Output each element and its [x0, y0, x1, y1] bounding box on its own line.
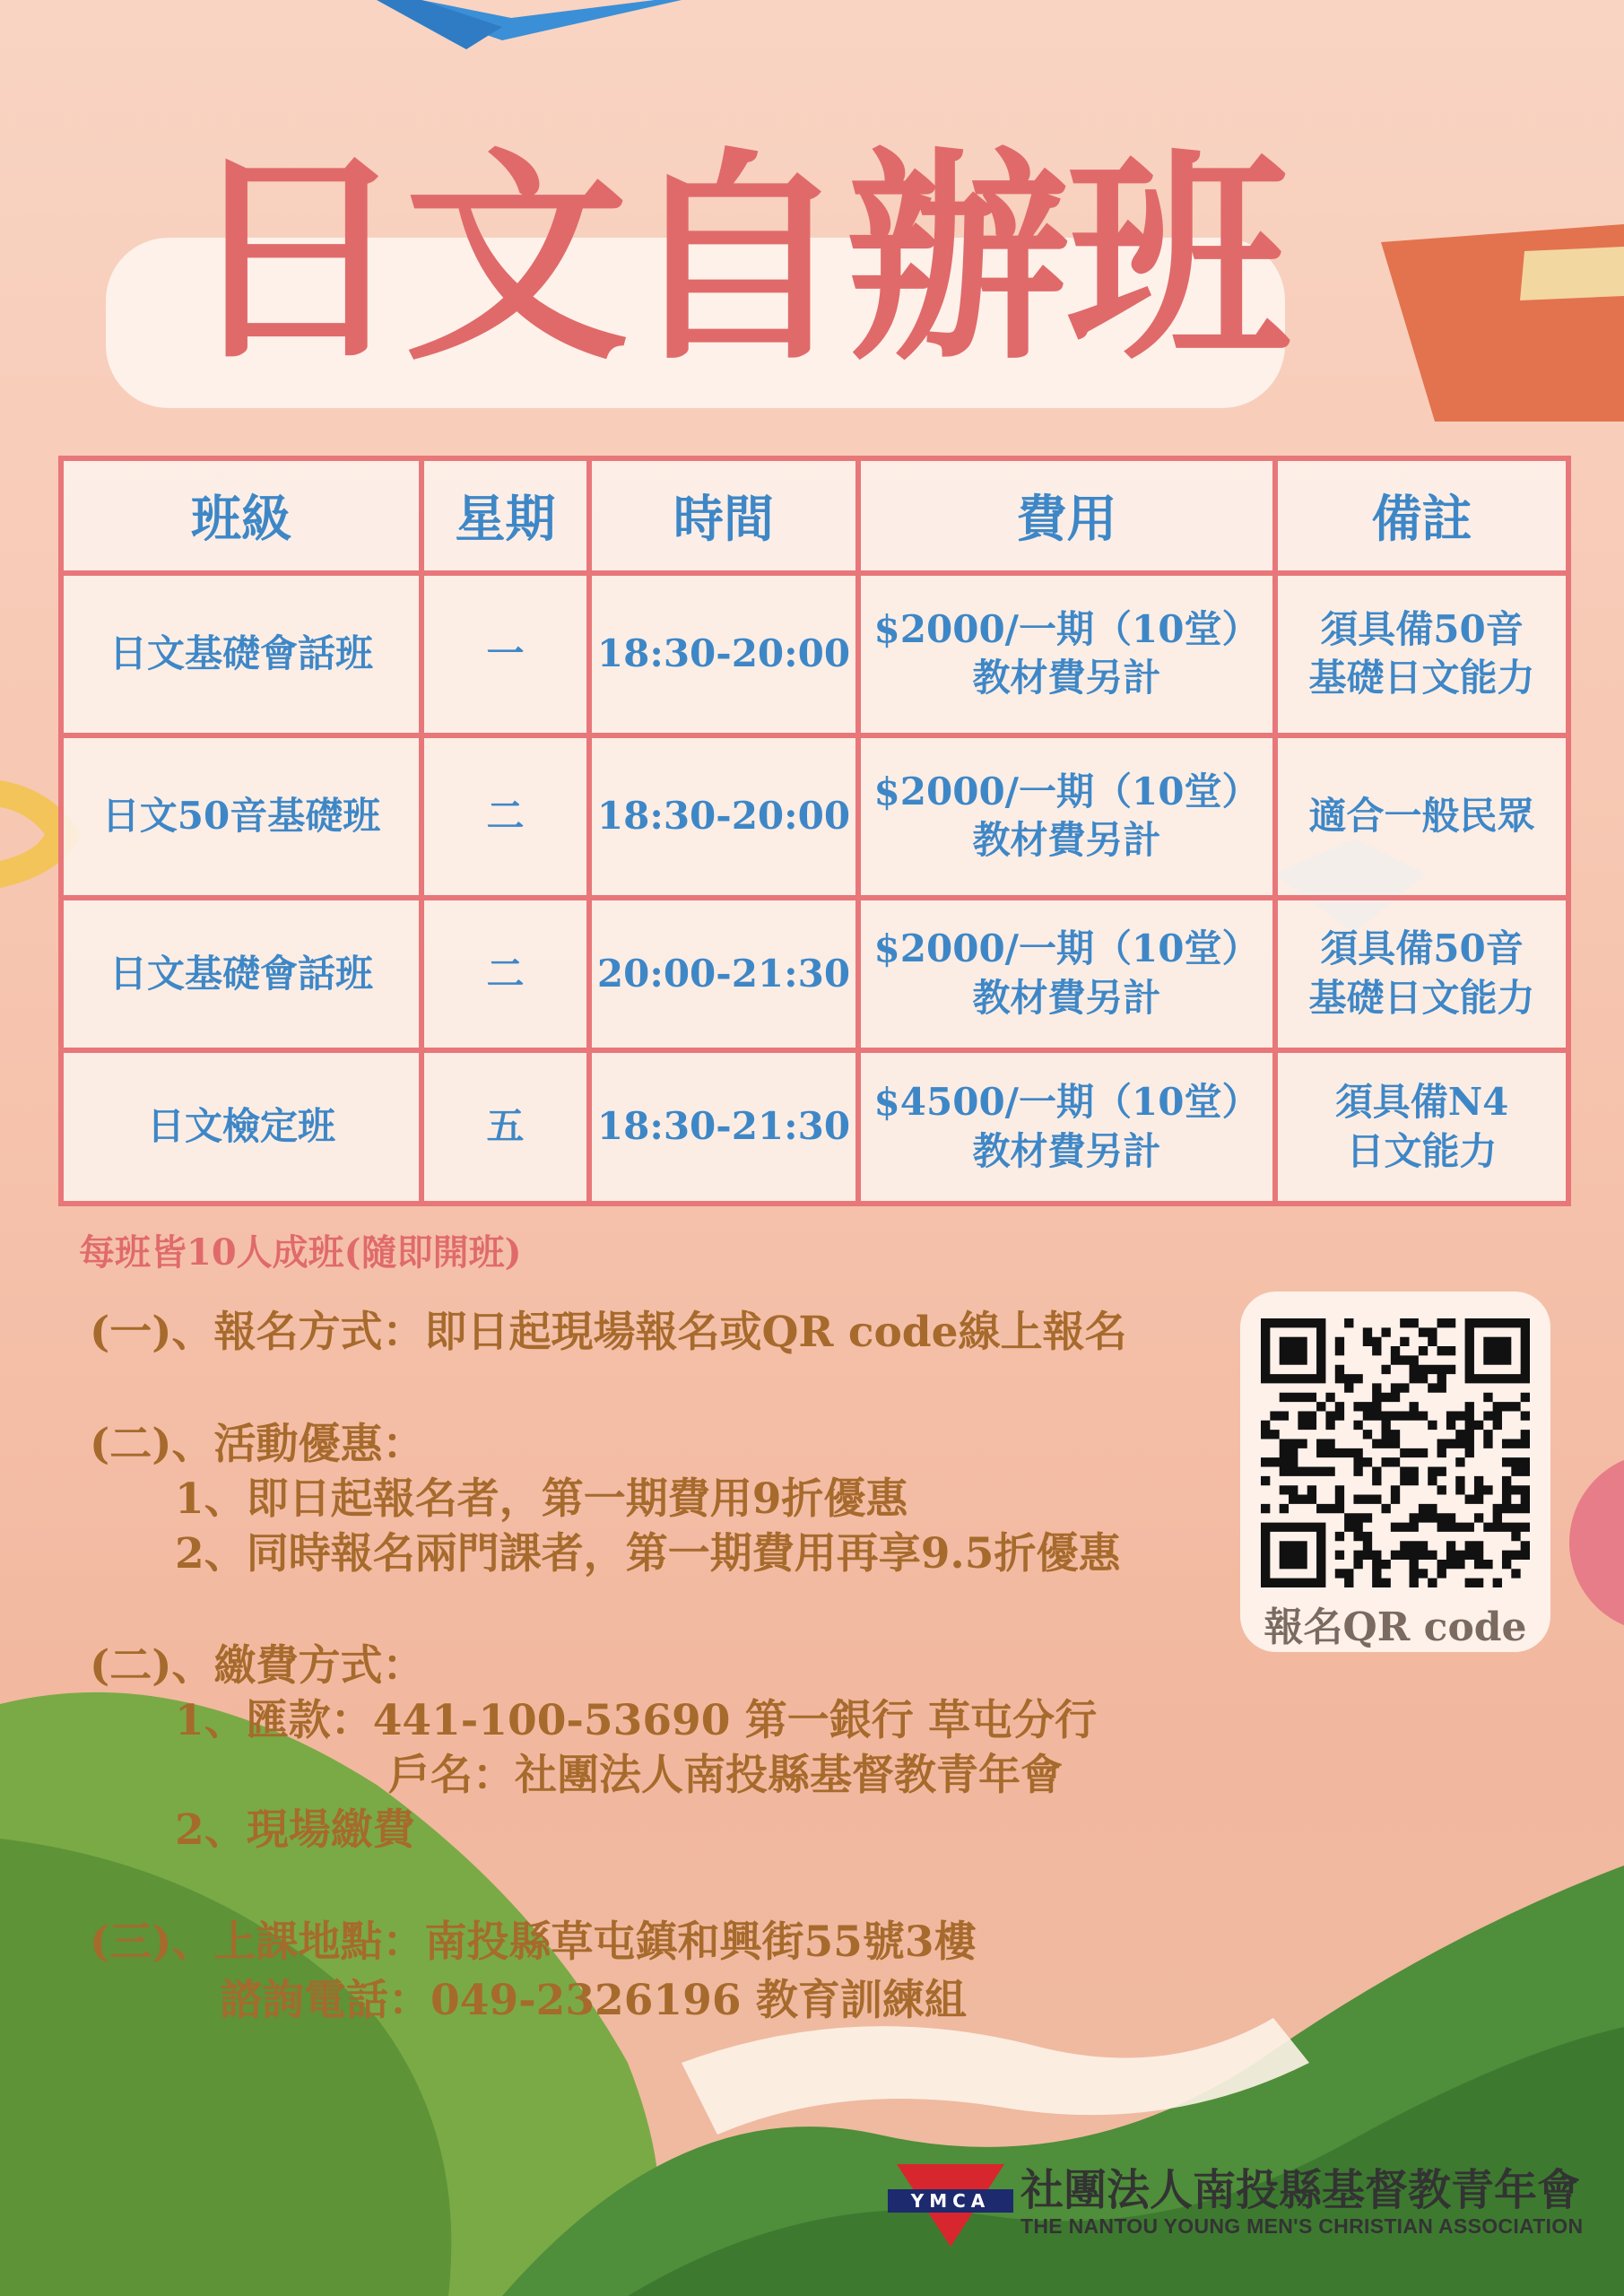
- cell-remark: [1275, 735, 1568, 898]
- account-name: 戶名：社團法人南投縣基督教青年會: [388, 1751, 1063, 1800]
- cell-weekday: 二: [421, 898, 589, 1051]
- page-title: 日文自辦班: [184, 129, 1287, 390]
- header-time: 時間: [589, 458, 858, 573]
- ymca-logo-text: YMCA: [910, 2190, 991, 2212]
- remark-line: 須具備50音: [1320, 606, 1524, 651]
- header-remark: 備註: [1275, 458, 1568, 573]
- header-weekday: 星期: [421, 458, 589, 573]
- organization-name-zh: 社團法人南投縣基督教青年會: [1020, 2165, 1581, 2215]
- fee-material-line: 教材費另計: [972, 818, 1161, 863]
- ymca-logo: [888, 2157, 1013, 2247]
- qr-code-image[interactable]: [1261, 1318, 1530, 1587]
- discount-item: 1、即日起報名者，第一期費用9折優惠: [175, 1474, 908, 1524]
- organization-name-en: THE NANTOU YOUNG MEN'S CHRISTIAN ASSOCIATION: [1020, 2214, 1584, 2238]
- cell-weekday: 五: [421, 1050, 589, 1204]
- cell-fee: [858, 735, 1275, 898]
- cell-weekday: 一: [421, 573, 589, 735]
- fee-material-line: 教材費另計: [972, 1128, 1161, 1173]
- cell-weekday: 二: [421, 735, 589, 898]
- remark-line: 日文能力: [1346, 1128, 1498, 1173]
- registration-method: (一)、報名方式：即日起現場報名或QR code線上報名: [90, 1308, 1127, 1357]
- cell-time: 18:30-20:00: [589, 573, 858, 735]
- qr-code-label: 報名QR code: [1264, 1605, 1527, 1650]
- fee-line: $4500/一期（10堂）: [873, 1080, 1260, 1125]
- cell-class: 日文檢定班: [61, 1050, 421, 1204]
- discount-title: (二)、活動優惠：: [90, 1420, 425, 1469]
- class-schedule-table: [58, 456, 1571, 1206]
- table-row: [61, 898, 1568, 1051]
- remark-line: 須具備50音: [1320, 926, 1524, 971]
- payment-transfer: 1、匯款：441-100-53690 第一銀行 草屯分行: [175, 1696, 1098, 1745]
- cell-time: 18:30-20:00: [589, 735, 858, 898]
- cell-class: 日文基礎會話班: [61, 898, 421, 1051]
- cell-fee: [858, 573, 1275, 735]
- remark-line: 適合一般民眾: [1308, 793, 1535, 838]
- class-location: (三)、上課地點：南投縣草屯鎮和興街55號3樓: [90, 1918, 977, 1967]
- cell-remark: [1275, 1050, 1568, 1204]
- remark-line: 基礎日文能力: [1308, 975, 1535, 1020]
- cell-fee: [858, 1050, 1275, 1204]
- header-class: 班級: [61, 458, 421, 573]
- contact-phone: 諮詢電話：049-2326196 教育訓練組: [220, 1976, 967, 2025]
- table-header-row: [61, 458, 1568, 573]
- class-size-note: 每班皆10人成班(隨即開班): [79, 1231, 522, 1274]
- header-fee: 費用: [858, 458, 1275, 573]
- cell-time: 20:00-21:30: [589, 898, 858, 1051]
- table-row: [61, 735, 1568, 898]
- fee-line: $2000/一期（10堂）: [873, 769, 1260, 813]
- remark-line: 須具備N4: [1334, 1080, 1509, 1125]
- cell-class: 日文50音基礎班: [61, 735, 421, 898]
- cell-class: 日文基礎會話班: [61, 573, 421, 735]
- cell-remark: [1275, 573, 1568, 735]
- table-row: [61, 1050, 1568, 1204]
- table-row: [61, 573, 1568, 735]
- fee-material-line: 教材費另計: [972, 656, 1161, 700]
- qr-code-card: [1240, 1292, 1550, 1652]
- fee-line: $2000/一期（10堂）: [873, 606, 1260, 651]
- fee-material-line: 教材費另計: [972, 975, 1161, 1020]
- payment-title: (二)、繳費方式：: [90, 1641, 425, 1691]
- remark-line: 基礎日文能力: [1308, 656, 1535, 700]
- cell-remark: [1275, 898, 1568, 1051]
- discount-item: 2、同時報名兩門課者，第一期費用再享9.5折優惠: [175, 1529, 1121, 1578]
- fee-line: $2000/一期（10堂）: [873, 926, 1260, 971]
- cell-fee: [858, 898, 1275, 1051]
- payment-onsite: 2、現場繳費: [175, 1805, 415, 1855]
- cell-time: 18:30-21:30: [589, 1050, 858, 1204]
